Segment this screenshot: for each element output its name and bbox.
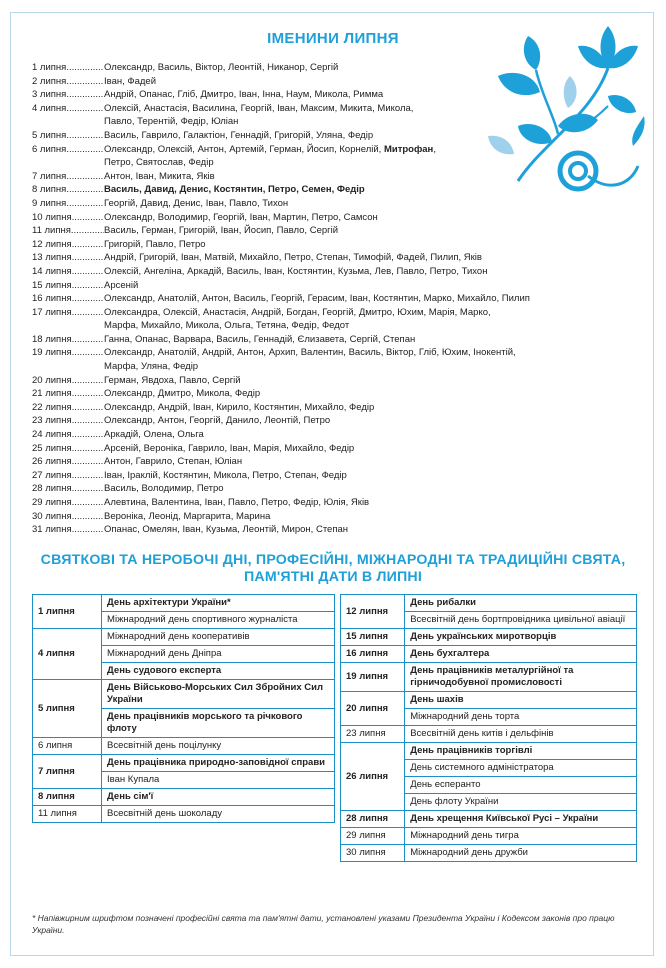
nameday-row [32, 442, 632, 456]
nameday-row [32, 374, 632, 388]
holiday-row [341, 629, 637, 646]
nameday-date: 15 липня ..... [32, 279, 104, 293]
holiday-row [341, 811, 637, 828]
holidays-table-left [32, 594, 335, 823]
nameday-names: Олександр, Дмитро, Микола, Федір [104, 388, 261, 400]
nameday-row-continued [32, 360, 632, 374]
nameday-names: Антон, Гаврило, Степан, Юліан [104, 456, 243, 468]
nameday-date: 7 липня ..... [32, 170, 104, 184]
nameday-row-continued [32, 156, 632, 170]
nameday-date: 8 липня ..... [32, 183, 104, 197]
holiday-event: День рибалки [405, 595, 637, 612]
nameday-names: Андрій, Григорій, Іван, Матвій, Михайло, Петро, Степан, Тимофій, Фадей, Пилип, Яків [104, 252, 482, 264]
holiday-row [341, 692, 637, 709]
holiday-row [341, 743, 637, 760]
nameday-row [32, 183, 632, 197]
nameday-row [32, 265, 632, 279]
nameday-row [32, 333, 632, 347]
nameday-indent [32, 319, 104, 333]
nameday-date: 11 липня ..... [32, 224, 104, 238]
nameday-date: 30 липня ..... [32, 510, 104, 524]
nameday-indent [32, 360, 104, 374]
nameday-names: Олександр, Антон, Георгій, Данило, Леонтій, Петро [104, 415, 331, 427]
nameday-row [32, 211, 632, 225]
nameday-names: Вероніка, Леонід, Маргарита, Марина [104, 510, 271, 522]
nameday-row [32, 387, 632, 401]
nameday-date: 17 липня ..... [32, 306, 104, 320]
nameday-date: 16 липня ..... [32, 292, 104, 306]
section-title-line2: ПАМ'ЯТНІ ДАТИ В ЛИПНІ [243, 569, 422, 585]
footnote: * Напівжирним шрифтом позначені професійні свята та пам'ятні дати, установлені указами Президента України і Кодексом законів про працю України. [32, 913, 615, 935]
nameday-row-continued [32, 115, 632, 129]
nameday-row [32, 75, 632, 89]
nameday-names: Олександр, Анатолій, Антон, Василь, Георгій, Герасим, Іван, Костянтин, Марко, Михайло, Пилип [104, 293, 530, 305]
nameday-names: Олександр, Олексій, Антон, Артемій, Герман, Йосип, Корнелій, Митрофан, [104, 143, 436, 155]
nameday-names: Григорій, Павло, Петро [104, 238, 206, 250]
holiday-event: Міжнародний день тигра [405, 828, 637, 845]
holiday-event: Всесвітній день шоколаду [102, 806, 335, 823]
nameday-date: 22 липня ..... [32, 401, 104, 415]
nameday-date: 4 липня ..... [32, 102, 104, 116]
holiday-event: Всесвітній день бортпровідника цивільної авіації [405, 612, 637, 629]
nameday-names: Георгій, Давид, Денис, Іван, Павло, Тихон [104, 197, 289, 209]
nameday-date: 26 липня ..... [32, 455, 104, 469]
holiday-event: День Військово-Морських Сил Збройних Сил України [102, 680, 335, 709]
nameday-names: Павло, Терентій, Федір, Юліан [104, 116, 239, 128]
holiday-event: День судового експерта [102, 663, 335, 680]
holiday-date: 7 липня [33, 755, 102, 789]
holiday-row [341, 726, 637, 743]
nameday-names: Василь, Герман, Григорій, Іван, Йосип, Павло, Сергій [104, 225, 339, 237]
nameday-row-continued [32, 319, 632, 333]
nameday-names: Василь, Володимир, Петро [104, 483, 224, 495]
holiday-event: Міжнародний день Дніпра [102, 646, 335, 663]
holiday-row [33, 680, 335, 709]
holiday-event: Міжнародний день дружби [405, 845, 637, 862]
nameday-names: Петро, Святослав, Федір [104, 157, 214, 169]
nameday-row [32, 523, 632, 537]
holiday-event: День системного адміністратора [405, 760, 637, 777]
nameday-date: 21 липня ..... [32, 387, 104, 401]
nameday-names: Олександр, Василь, Віктор, Леонтій, Никанор, Сергій [104, 62, 339, 73]
holiday-date: 26 липня [341, 743, 405, 811]
nameday-row [32, 88, 632, 102]
nameday-names: Арсеній, Вероніка, Гаврило, Іван, Марія, Михайло, Федір [104, 442, 355, 454]
nameday-row [32, 401, 632, 415]
nameday-row [32, 238, 632, 252]
holiday-event: Іван Купала [102, 772, 335, 789]
nameday-row [32, 496, 632, 510]
nameday-row [32, 102, 632, 116]
holiday-date: 29 липня [341, 828, 405, 845]
nameday-date: 14 липня ..... [32, 265, 104, 279]
holiday-date: 8 липня [33, 789, 102, 806]
nameday-row [32, 129, 632, 143]
nameday-date: 6 липня ..... [32, 143, 104, 157]
holiday-event: День працівників металургійної та гірничодобувної промисловості [405, 663, 637, 692]
nameday-row [32, 482, 632, 496]
holiday-event: День архітектури України* [102, 595, 335, 612]
nameday-row [32, 346, 632, 360]
holiday-event: День сім'ї [102, 789, 335, 806]
holiday-date: 23 липня [341, 726, 405, 743]
holiday-row [341, 595, 637, 612]
holiday-event: Міжнародний день торта [405, 709, 637, 726]
nameday-date: 5 липня ..... [32, 129, 104, 143]
holiday-date: 15 липня [341, 629, 405, 646]
nameday-date: 1 липня ..... [32, 61, 104, 75]
nameday-names: Антон, Іван, Микита, Яків [104, 170, 215, 182]
nameday-row [32, 61, 632, 75]
nameday-row [32, 224, 632, 238]
holiday-date: 5 липня [33, 680, 102, 738]
nameday-names: Олександр, Андрій, Іван, Кирило, Костянтин, Михайло, Федір [104, 401, 375, 413]
holiday-row [33, 789, 335, 806]
nameday-names: Олексій, Анастасія, Василина, Георгій, Іван, Максим, Микита, Микола, [104, 102, 414, 114]
nameday-date: 27 липня ..... [32, 469, 104, 483]
holiday-event: День працівників торгівлі [405, 743, 637, 760]
section-title [0, 552, 666, 586]
holiday-event: Всесвітній день поцілунку [102, 738, 335, 755]
nameday-date: 24 липня ..... [32, 428, 104, 442]
nameday-row [32, 428, 632, 442]
nameday-names: Василь, Гаврило, Галактіон, Геннадій, Григорій, Уляна, Федір [104, 129, 374, 141]
holiday-date: 28 липня [341, 811, 405, 828]
holiday-row [33, 629, 335, 646]
nameday-names: Алевтина, Валентина, Іван, Павло, Петро, Федір, Юлія, Яків [104, 497, 370, 508]
holiday-row [33, 755, 335, 772]
nameday-row [32, 143, 632, 157]
section-title-line1: СВЯТКОВІ ТА НЕРОБОЧІ ДНІ, ПРОФЕСІЙНІ, МІЖНАРОДНІ ТА ТРАДИЦІЙНІ СВЯТА, [40, 552, 626, 568]
holiday-event: День бухгалтера [405, 646, 637, 663]
nameday-row [32, 306, 632, 320]
page-title: ІМЕНИНИ ЛИПНЯ [267, 30, 399, 47]
nameday-names: Марфа, Уляна, Федір [104, 361, 199, 373]
holiday-date: 1 липня [33, 595, 102, 629]
nameday-row [32, 251, 632, 265]
holiday-event: День українських миротворців [405, 629, 637, 646]
holiday-row [341, 845, 637, 862]
holiday-event: День флоту України [405, 794, 637, 811]
namedays-list [32, 61, 632, 537]
nameday-date: 23 липня ..... [32, 414, 104, 428]
nameday-row [32, 510, 632, 524]
holiday-event: Всесвітній день китів і дельфінів [405, 726, 637, 743]
nameday-indent [32, 115, 104, 129]
holiday-date: 30 липня [341, 845, 405, 862]
nameday-date: 13 липня ..... [32, 251, 104, 265]
holiday-row [341, 828, 637, 845]
nameday-date: 31 липня ..... [32, 523, 104, 537]
holidays-table-right [340, 594, 637, 862]
holiday-event: День есперанто [405, 777, 637, 794]
holiday-row [341, 646, 637, 663]
holiday-row [33, 738, 335, 755]
nameday-date: 28 липня ..... [32, 482, 104, 496]
holiday-date: 12 липня [341, 595, 405, 629]
nameday-names: Олександр, Анатолій, Андрій, Антон, Архип, Валентин, Василь, Віктор, Гліб, Юхим, Інокентій, [104, 347, 516, 359]
holiday-event: День працівника природно-заповідної справи [102, 755, 335, 772]
nameday-date: 25 липня ..... [32, 442, 104, 456]
nameday-names: Олександра, Олексій, Анастасія, Андрій, Богдан, Георгій, Дмитро, Юхим, Марія, Марко, [104, 306, 491, 318]
nameday-date: 10 липня ..... [32, 211, 104, 225]
nameday-row [32, 292, 632, 306]
holiday-date: 19 липня [341, 663, 405, 692]
holiday-date: 16 липня [341, 646, 405, 663]
nameday-names: Арсеній [104, 279, 139, 291]
nameday-date: 9 липня ..... [32, 197, 104, 211]
nameday-date: 2 липня ..... [32, 75, 104, 89]
holiday-row [341, 663, 637, 692]
nameday-indent [32, 156, 104, 170]
holiday-event: День шахів [405, 692, 637, 709]
nameday-names: Ганна, Опанас, Варвара, Василь, Геннадій, Єлизавета, Сергій, Степан [104, 333, 416, 345]
nameday-row [32, 197, 632, 211]
nameday-names: Іван, Фадей [104, 75, 157, 87]
nameday-date: 19 липня ..... [32, 346, 104, 360]
nameday-names: Опанас, Омелян, Іван, Кузьма, Леонтій, Мирон, Степан [104, 524, 349, 536]
holiday-event: Міжнародний день спортивного журналіста [102, 612, 335, 629]
nameday-row [32, 170, 632, 184]
nameday-date: 3 липня ..... [32, 88, 104, 102]
holiday-event: День хрещення Київської Русі – України [405, 811, 637, 828]
nameday-row [32, 414, 632, 428]
holiday-date: 11 липня [33, 806, 102, 823]
nameday-names: Іван, Іраклій, Костянтин, Микола, Петро, Степан, Федір [104, 469, 347, 481]
nameday-row [32, 455, 632, 469]
nameday-row [32, 469, 632, 483]
nameday-names: Марфа, Михайло, Микола, Ольга, Тетяна, Федір, Федот [104, 320, 350, 332]
nameday-names: Олександр, Володимир, Георгій, Іван, Мартин, Петро, Самсон [104, 211, 378, 223]
nameday-row [32, 279, 632, 293]
holiday-event: День працівників морського та річкового флоту [102, 709, 335, 738]
holiday-row [33, 595, 335, 612]
holiday-row [33, 806, 335, 823]
holiday-event: Міжнародний день кооперативів [102, 629, 335, 646]
nameday-date: 20 липня ..... [32, 374, 104, 388]
nameday-date: 18 липня ..... [32, 333, 104, 347]
nameday-names: Герман, Явдоха, Павло, Сергій [104, 374, 241, 386]
holiday-date: 20 липня [341, 692, 405, 726]
holiday-date: 4 липня [33, 629, 102, 680]
holiday-date: 6 липня [33, 738, 102, 755]
nameday-date: 12 липня ..... [32, 238, 104, 252]
nameday-date: 29 липня ..... [32, 496, 104, 510]
nameday-names: Аркадій, Олена, Ольга [104, 429, 204, 441]
nameday-names: Олексій, Ангеліна, Аркадій, Василь, Іван, Костянтин, Кузьма, Лев, Павло, Петро, Тихон [104, 265, 488, 277]
nameday-names: Василь, Давид, Денис, Костянтин, Петро, Семен, Федір [104, 184, 365, 196]
nameday-names: Андрій, Опанас, Гліб, Дмитро, Іван, Інна, Наум, Микола, Римма [104, 89, 384, 101]
